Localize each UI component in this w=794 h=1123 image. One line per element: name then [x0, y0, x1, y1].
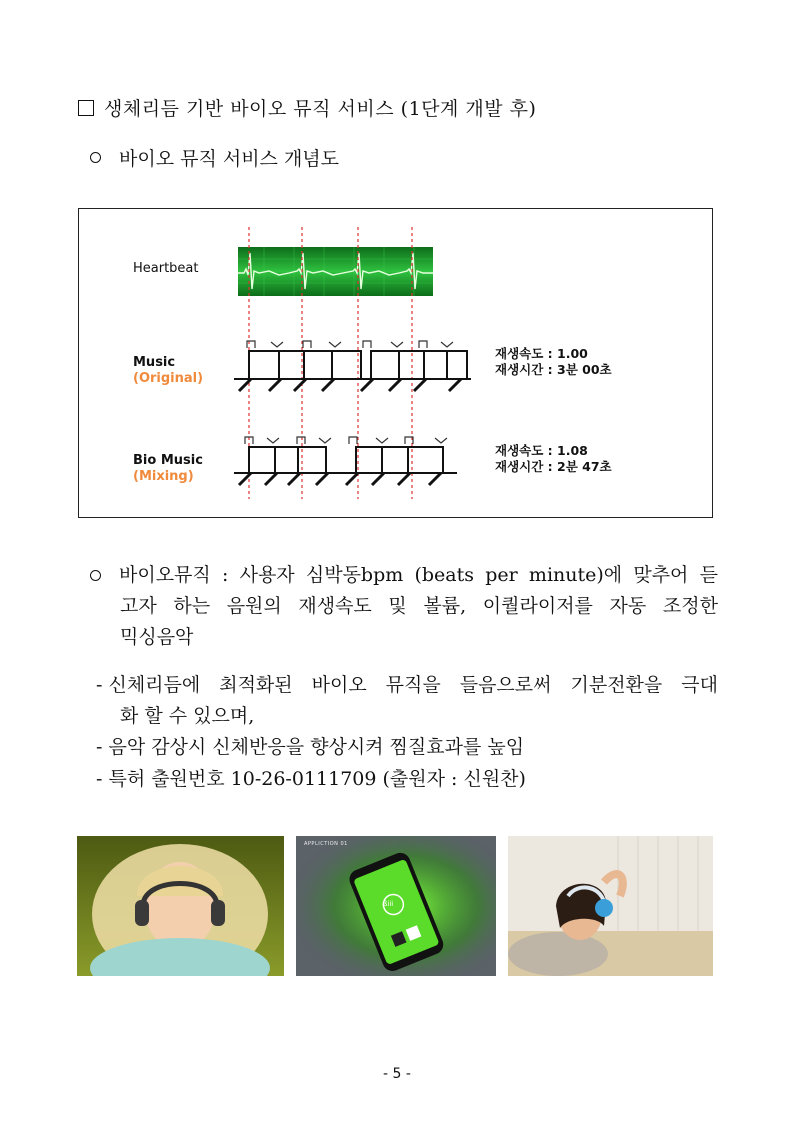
- bio-time: 재생시간 : 2분 47초: [495, 459, 612, 474]
- circle-bullet-icon: [90, 152, 101, 163]
- dash-item-3: - 특허 출원번호 10-26-0111709 (출원자 : 신원찬): [96, 768, 526, 790]
- bio-speed: 재생속도 : 1.08: [495, 443, 588, 458]
- dash-item-1-line-1: [96, 670, 718, 701]
- word: 조정한: [662, 595, 718, 617]
- word: (beats: [414, 564, 475, 586]
- app-caption: APPLICTION 01: [304, 841, 348, 847]
- word: 하는: [173, 595, 211, 617]
- word: 기분전환을: [570, 674, 663, 696]
- music-time: 재생시간 : 3분 00초: [495, 362, 612, 377]
- photo-woman-with-headphones-image: [508, 836, 713, 976]
- word: 고자: [120, 595, 157, 617]
- subsection-title: 바이오 뮤직 서비스 개념도: [119, 148, 340, 170]
- word: 볼륨,: [423, 595, 467, 617]
- word: 음원의: [226, 595, 282, 617]
- photo-smartphone-app: [296, 836, 496, 976]
- music-original-track: [234, 341, 471, 391]
- word: 바이오: [311, 674, 367, 696]
- definition-line-2: [90, 591, 718, 622]
- checkbox-square-icon: [78, 100, 94, 116]
- word: 들음으로써: [459, 674, 552, 696]
- word: 최적화된: [219, 674, 293, 696]
- section-title: 생체리듬 기반 바이오 뮤직 서비스 (1단계 개발 후): [104, 98, 537, 120]
- music-label-title: Music: [133, 355, 176, 370]
- page-number: - 5 -: [383, 1066, 411, 1082]
- word: 극대: [681, 674, 718, 696]
- word: 이퀄라이저를: [482, 595, 593, 617]
- bio-label-sub: (Mixing): [133, 469, 194, 484]
- music-label-sub: (Original): [133, 371, 204, 386]
- word: 자동: [609, 595, 647, 617]
- music-stats: [495, 346, 612, 378]
- word: minute)에: [528, 564, 623, 586]
- word: 뮤직을: [385, 674, 441, 696]
- dash-item-1-line-2: 화 할 수 있으며,: [120, 705, 255, 727]
- word: - 신체리듬에: [96, 674, 201, 696]
- photo-smartphone-app-image: [296, 836, 496, 976]
- photo-woman-on-grass: [77, 836, 284, 976]
- word: 맞추어: [633, 564, 689, 586]
- photo-woman-with-headphones: [508, 836, 713, 976]
- bio-label-title: Bio Music: [133, 453, 203, 468]
- definition-line-3: 믹싱음악: [120, 626, 194, 648]
- word: 듣: [699, 564, 718, 586]
- circle-bullet-icon: [90, 570, 101, 581]
- word: 바이오뮤직: [119, 564, 211, 586]
- definition-line-1: [90, 560, 718, 591]
- bio-music-concept-diagram: [78, 208, 713, 518]
- word: per: [485, 564, 518, 586]
- word: 재생속도: [298, 595, 372, 617]
- app-logo: ßiii: [383, 900, 394, 908]
- dash-item-1: [96, 670, 718, 732]
- section-heading: [78, 94, 536, 121]
- dash-item-2: - 음악 감상시 신체반응을 향상시켜 찜질효과를 높임: [96, 736, 525, 758]
- photo-woman-on-grass-image: [77, 836, 284, 976]
- subsection-heading: [90, 144, 339, 171]
- bio-music-definition: [90, 560, 718, 653]
- waveform-graphic: [79, 209, 712, 517]
- bio-stats: [495, 443, 612, 475]
- heartbeat-label: Heartbeat: [133, 261, 199, 276]
- word: 심박동bpm: [305, 564, 404, 586]
- word: 사용자: [239, 564, 295, 586]
- music-speed: 재생속도 : 1.00: [495, 346, 588, 361]
- word: 및: [388, 595, 407, 617]
- word: :: [221, 564, 229, 586]
- bio-music-track: [234, 437, 457, 485]
